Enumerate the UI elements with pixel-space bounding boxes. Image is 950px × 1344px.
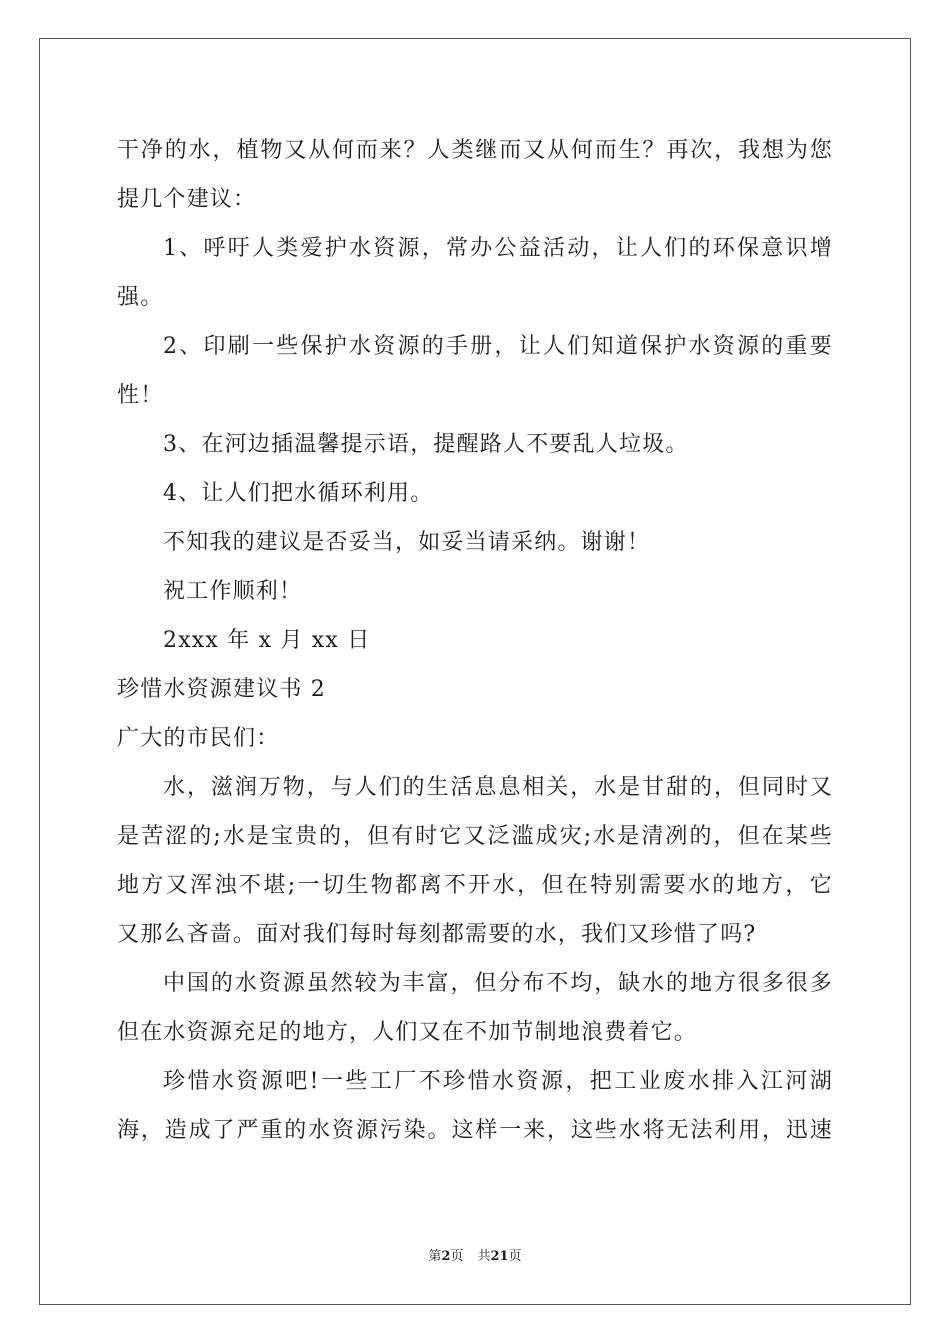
text-line: 又那么吝啬。面对我们每时每刻都需要的水，我们又珍惜了吗? [117, 922, 757, 947]
total-page-count: 21 [490, 1249, 509, 1264]
text-line: 地方又浑浊不堪;一切生物都离不开水，但在特别需要水的地方，它 [117, 873, 833, 898]
text-line: 3、在河边插温馨提示语，提醒路人不要乱人垃圾。 [163, 432, 689, 457]
salutation: 广大的市民们： [117, 726, 280, 751]
closing-greeting: 祝工作顺利！ [163, 579, 303, 604]
text-line: 性！ [117, 383, 164, 408]
page-footer [0, 1245, 950, 1264]
section-title: 珍惜水资源建议书 2 [117, 677, 326, 702]
text-line: 干净的水，植物又从何而来？人类继而又从何而生？再次，我想为您 [117, 138, 833, 163]
text-line: 1、呼吁人类爱护水资源，常办公益活动，让人们的环保意识增 [163, 236, 833, 261]
text-line: 2、印刷一些保护水资源的手册，让人们知道保护水资源的重要 [163, 334, 833, 359]
text-line: 强。 [117, 285, 164, 310]
text-line: 不知我的建议是否妥当，如妥当请采纳。谢谢！ [163, 530, 651, 555]
text-line: 是苦涩的;水是宝贵的，但有时它又泛滥成灾;水是清冽的，但在某些 [117, 824, 833, 849]
text-line: 但在水资源充足的地方，人们又在不加节制地浪费着它。 [117, 1020, 698, 1045]
text-line: 中国的水资源虽然较为丰富，但分布不均，缺水的地方很多很多 [163, 971, 833, 996]
total-unit: 页 [508, 1249, 522, 1264]
text-line: 珍惜水资源吧!一些工厂不珍惜水资源，把工业废水排入江河湖 [163, 1069, 833, 1094]
current-page-number: 2 [441, 1249, 451, 1264]
text-line: 提几个建议： [117, 187, 257, 212]
page-unit: 页 [450, 1249, 464, 1264]
total-prefix: 共 [477, 1249, 491, 1264]
text-line: 4、让人们把水循环利用。 [163, 481, 434, 506]
text-line: 水，滋润万物，与人们的生活息息相关，水是甘甜的，但同时又 [163, 775, 833, 800]
page-prefix: 第 [428, 1249, 442, 1264]
letter-date: 2xxx 年 x 月 xx 日 [163, 628, 371, 653]
text-line: 海，造成了严重的水资源污染。这样一来，这些水将无法利用，迅速 [117, 1118, 833, 1143]
